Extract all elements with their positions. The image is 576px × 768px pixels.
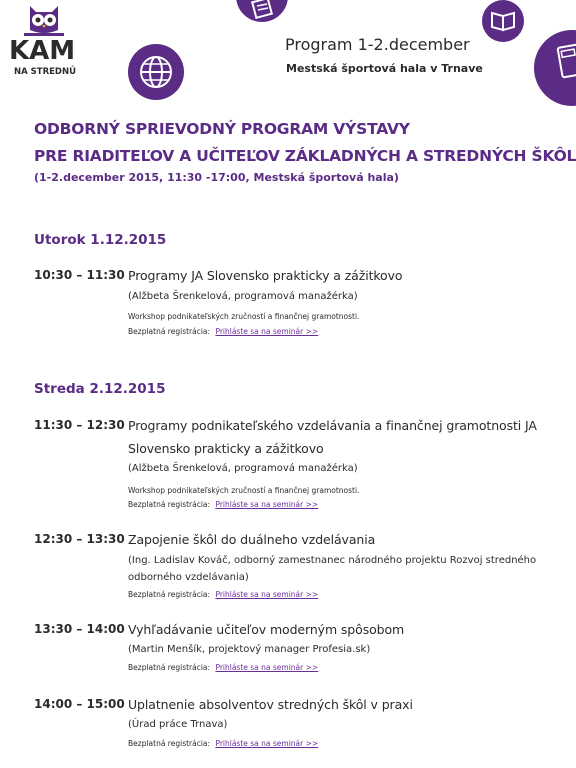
logo-text: KAM (9, 36, 76, 66)
register-link[interactable]: Prihláste sa na seminár >> (215, 739, 319, 748)
event-speaker: (Martin Menšík, projektový manager Profesia.sk) (128, 644, 371, 655)
registration-label: Bezplatná registrácia: (128, 590, 211, 599)
main-title-line1: ODBORNÝ SPRIEVODNÝ PROGRAM VÝSTAVY (34, 120, 410, 138)
calculator-icon (534, 30, 576, 106)
event-time: 13:30 – 14:00 (34, 622, 125, 636)
registration-row (128, 739, 318, 748)
registration-row (128, 663, 318, 672)
event-speaker: (Alžbeta Šrenkelová, programová manažérka) (128, 463, 358, 474)
event-speaker: (Alžbeta Šrenkelová, programová manažérka) (128, 291, 358, 302)
main-title-line2: PRE RIADITEĽOV A UČITEĽOV ZÁKLADNÝCH A STREDNÝCH ŠKÔL (34, 147, 576, 165)
registration-label: Bezplatná registrácia: (128, 327, 211, 336)
register-link[interactable]: Prihláste sa na seminár >> (215, 500, 319, 509)
event-time: 11:30 – 12:30 (34, 418, 125, 432)
page-header (0, 0, 576, 96)
owl-icon (24, 2, 64, 36)
registration-label: Bezplatná registrácia: (128, 500, 211, 509)
document-icon (236, 0, 288, 22)
register-link[interactable]: Prihláste sa na seminár >> (215, 327, 319, 336)
event-title-line1: Programy podnikateľského vzdelávania a finančnej gramotnosti JA (128, 418, 537, 433)
day-heading: Utorok 1.12.2015 (34, 232, 167, 248)
event-description: Workshop podnikateľských zručností a finančnej gramotnosti. (128, 312, 360, 321)
registration-label: Bezplatná registrácia: (128, 663, 211, 672)
registration-label: Bezplatná registrácia: (128, 739, 211, 748)
logo-subtitle: NA STREDNÚ (14, 67, 76, 77)
book-icon (482, 0, 524, 42)
event-speaker-line1: (Ing. Ladislav Kováč, odborný zamestnanec národného projektu Rozvoj stredného (128, 555, 537, 566)
event-speaker-line2: odborného vzdelávania) (128, 572, 249, 583)
event-title-line2: Slovensko prakticky a zážitkovo (128, 441, 324, 456)
event-title: Uplatnenie absolventov stredných škôl v praxi (128, 697, 413, 712)
event-time: 14:00 – 15:00 (34, 697, 125, 711)
registration-row (128, 327, 318, 336)
event-title: Zapojenie škôl do duálneho vzdelávania (128, 532, 376, 547)
event-speaker: (Úrad práce Trnava) (128, 719, 228, 730)
event-title: Vyhľadávanie učiteľov moderným spôsobom (128, 622, 405, 637)
program-location: Mestská športová hala v Trnave (286, 62, 483, 75)
program-title: Program 1-2.december (285, 35, 470, 54)
event-time: 10:30 – 11:30 (34, 268, 125, 282)
globe-icon (128, 44, 184, 100)
main-subtitle: (1-2.december 2015, 11:30 -17:00, Mestská športová hala) (34, 171, 399, 184)
event-time: 12:30 – 13:30 (34, 532, 125, 546)
registration-row (128, 500, 318, 509)
registration-row (128, 590, 318, 599)
register-link[interactable]: Prihláste sa na seminár >> (215, 590, 319, 599)
event-title: Programy JA Slovensko prakticky a zážitkovo (128, 268, 403, 283)
day-heading: Streda 2.12.2015 (34, 381, 166, 397)
register-link[interactable]: Prihláste sa na seminár >> (215, 663, 319, 672)
event-description: Workshop podnikateľských zručností a finančnej gramotnosti. (128, 486, 360, 495)
